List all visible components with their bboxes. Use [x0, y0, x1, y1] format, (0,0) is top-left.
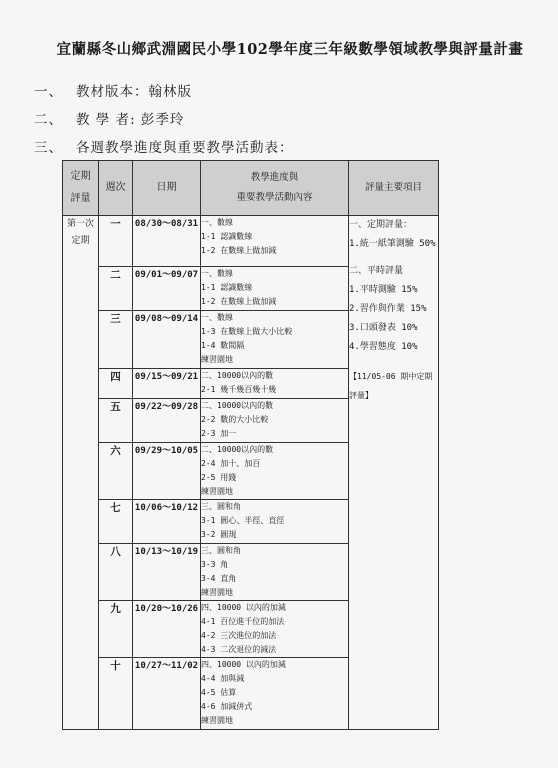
date-cell: 09/08～09/14: [133, 311, 201, 369]
header-eval: 評量主要項目: [349, 161, 439, 216]
content-cell: [201, 369, 349, 399]
content-line: 4-4 加與減: [201, 674, 245, 683]
content-cell: [201, 311, 349, 369]
eval-item: 1.平時測驗 15%: [349, 285, 418, 295]
content-line: 一、數線: [201, 313, 233, 322]
content-line: 2-3 加一: [201, 429, 237, 438]
content-line: 4-3 二次退位的減法: [201, 645, 277, 654]
date-cell: 09/01～09/07: [133, 267, 201, 311]
content-cell: [201, 216, 349, 267]
content-cell: [201, 267, 349, 311]
table-header-row: [63, 161, 439, 216]
header-date: 日期: [133, 161, 201, 216]
content-line: 一、數線: [201, 269, 233, 278]
week-cell: 七: [99, 500, 133, 544]
info-text: 教材版本：翰林版: [76, 84, 192, 100]
content-line: 3-2 圓規: [201, 530, 237, 539]
content-line: 1-2 在數線上做加減: [201, 297, 277, 306]
info-mark: 三、: [34, 140, 63, 156]
content-line: 2-1 幾千幾百幾十幾: [201, 385, 277, 394]
term-line: 第一次: [66, 219, 94, 229]
eval-section-title: 一、定期評量：: [349, 220, 413, 230]
content-line: 二、10000以內的數: [201, 445, 274, 454]
info-schedule-heading: [34, 136, 294, 156]
content-line: 3-3 角: [201, 560, 229, 569]
info-mark: 二、: [34, 112, 63, 128]
schedule-table: [62, 160, 439, 730]
content-cell: [201, 601, 349, 658]
header-week: 週次: [99, 161, 133, 216]
content-line: 練習園地: [201, 355, 233, 364]
week-cell: 八: [99, 544, 133, 601]
content-line: 4-1 百位進千位的加法: [201, 617, 285, 626]
eval-cell: [349, 216, 439, 730]
eval-item: 1.統一紙筆測驗 50%: [349, 239, 436, 249]
header-content-line2: 重要教學活動內容: [236, 192, 313, 203]
info-text: 教 學 者: 彭季玲: [76, 112, 185, 128]
content-line: 3-1 圓心、半徑、直徑: [201, 516, 285, 525]
info-text: 各週教學進度與重要教學活動表：: [76, 140, 294, 156]
date-cell: 09/15～09/21: [133, 369, 201, 399]
content-cell: [201, 500, 349, 544]
date-cell: 10/13～10/19: [133, 544, 201, 601]
content-cell: [201, 544, 349, 601]
table-row: [63, 216, 439, 267]
info-teacher: [34, 108, 184, 128]
content-line: 練習園地: [201, 588, 233, 597]
content-line: 四、10000 以內的加減: [201, 660, 286, 669]
content-line: 1-3 在數線上做大小比較: [201, 327, 293, 336]
week-cell: 一: [99, 216, 133, 267]
date-cell: 10/27～11/02: [133, 658, 201, 730]
eval-note-line: 評量】: [349, 391, 373, 400]
content-line: 3-4 直角: [201, 574, 237, 583]
week-cell: 四: [99, 369, 133, 399]
eval-section-title: 二、平時評量: [349, 266, 404, 276]
page-title: 宜蘭縣冬山鄉武淵國民小學102學年度三年級數學領域教學與評量計畫: [56, 41, 524, 58]
info-textbook: [34, 80, 192, 100]
content-line: 4-5 估算: [201, 688, 237, 697]
eval-item: 4.學習態度 10%: [349, 342, 418, 352]
content-line: 4-2 三次進位的加法: [201, 631, 277, 640]
content-line: 2-4 加十、加百: [201, 459, 261, 468]
content-line: 三、圓和角: [201, 546, 241, 555]
date-cell: 10/20～10/26: [133, 601, 201, 658]
week-cell: 五: [99, 399, 133, 443]
content-line: 二、10000以內的數: [201, 371, 274, 380]
info-mark: 一、: [34, 84, 63, 100]
content-line: 1-1 認識數線: [201, 283, 253, 292]
eval-item: 2.習作與作業 15%: [349, 304, 427, 314]
content-line: 三、圓和角: [201, 502, 241, 511]
date-cell: 09/22～09/28: [133, 399, 201, 443]
content-line: 4-6 加減併式: [201, 702, 253, 711]
content-line: 練習園地: [201, 716, 233, 725]
content-line: 1-4 數間隔: [201, 341, 245, 350]
term-line: 定期: [71, 236, 90, 246]
date-cell: 09/29～10/05: [133, 443, 201, 500]
content-line: 2-2 數的大小比較: [201, 415, 269, 424]
header-term-bottom: 評量: [70, 193, 91, 204]
week-cell: 三: [99, 311, 133, 369]
eval-note: [349, 367, 438, 405]
eval-note-line: 【11/05-06 期中定期: [349, 372, 433, 381]
content-line: 二、10000以內的數: [201, 401, 274, 410]
eval-item: 3.口頭發表 10%: [349, 323, 418, 333]
content-cell: [201, 399, 349, 443]
week-cell: 二: [99, 267, 133, 311]
header-term-top: 定期: [70, 171, 91, 182]
content-line: 練習園地: [201, 487, 233, 496]
header-content-line1: 教學進度與: [250, 172, 299, 183]
week-cell: 十: [99, 658, 133, 730]
header-content: [201, 161, 349, 216]
date-cell: 08/30～08/31: [133, 216, 201, 267]
week-cell: 九: [99, 601, 133, 658]
content-line: 1-1 認識數線: [201, 232, 253, 241]
content-line: 1-2 在數線上做加減: [201, 246, 277, 255]
content-line: 四、10000 以內的加減: [201, 603, 286, 612]
table-body: [63, 216, 439, 730]
content-cell: [201, 658, 349, 730]
content-line: 2-5 用錢: [201, 473, 237, 482]
content-line: 一、數線: [201, 218, 233, 227]
content-cell: [201, 443, 349, 500]
term-cell: [63, 216, 99, 730]
date-cell: 10/06～10/12: [133, 500, 201, 544]
week-cell: 六: [99, 443, 133, 500]
header-term: [63, 161, 99, 216]
